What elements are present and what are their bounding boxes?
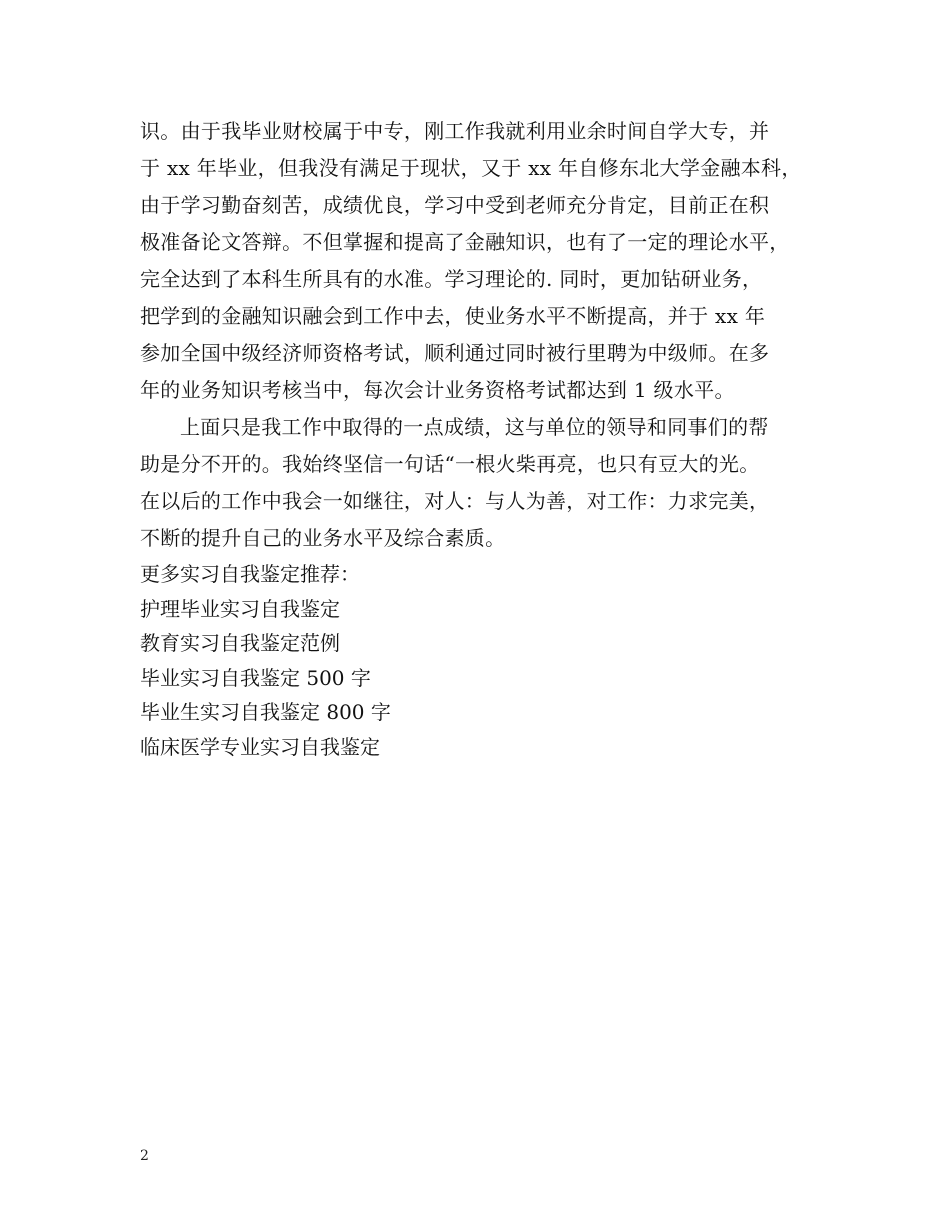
page-number: 2 — [140, 1148, 149, 1164]
recommend-link[interactable]: 毕业实习自我鉴定 500 字 — [140, 665, 371, 690]
recommend-section — [140, 557, 820, 764]
paragraph-line: 在以后的工作中我会一如继往，对人：与人为善，对工作：力求完美， — [140, 489, 770, 513]
recommend-link[interactable]: 毕业生实习自我鉴定 800 字 — [140, 700, 391, 724]
recommend-link[interactable]: 临床医学专业实习自我鉴定 — [140, 734, 380, 759]
paragraph-line: 上面只是我工作中取得的一点成绩，这与单位的领导和同事们的帮 — [180, 415, 769, 439]
recommend-link[interactable]: 护理毕业实习自我鉴定 — [140, 596, 340, 621]
paragraph-line: 年的业务知识考核当中，每次会计业务资格考试都达到 1 级水平。 — [140, 378, 735, 402]
recommend-link[interactable]: 教育实习自我鉴定范例 — [140, 631, 340, 655]
paragraph-line: 助是分不开的。我始终坚信一句话“一根火柴再亮，也只有豆大的光。 — [140, 452, 760, 476]
paragraph-line: 极准备论文答辩。不但掌握和提高了金融知识，也有了一定的理论水平， — [140, 230, 790, 254]
paragraph-line: 完全达到了本科生所具有的水准。学习理论的. 同时，更加钻研业务， — [140, 267, 763, 291]
paragraph-line: 参加全国中级经济师资格考试，顺利通过同时被行里聘为中级师。在多 — [140, 341, 770, 365]
paragraph-line: 于 xx 年毕业，但我没有满足于现状，又于 xx 年自修东北大学金融本科， — [140, 156, 802, 180]
recommend-heading: 更多实习自我鉴定推荐： — [140, 562, 360, 586]
paragraph-line: 识。由于我毕业财校属于中专，刚工作我就利用业余时间自学大专，并 — [140, 119, 770, 143]
paragraph-2 — [140, 409, 820, 557]
paragraph-1 — [140, 113, 820, 409]
paragraph-line: 把学到的金融知识融会到工作中去，使业务水平不断提高，并于 xx 年 — [140, 304, 766, 328]
paragraph-line: 不断的提升自己的业务水平及综合素质。 — [140, 526, 506, 550]
paragraph-line: 由于学习勤奋刻苦，成绩优良，学习中受到老师充分肯定，目前正在积 — [140, 193, 770, 217]
document-body — [140, 113, 820, 764]
